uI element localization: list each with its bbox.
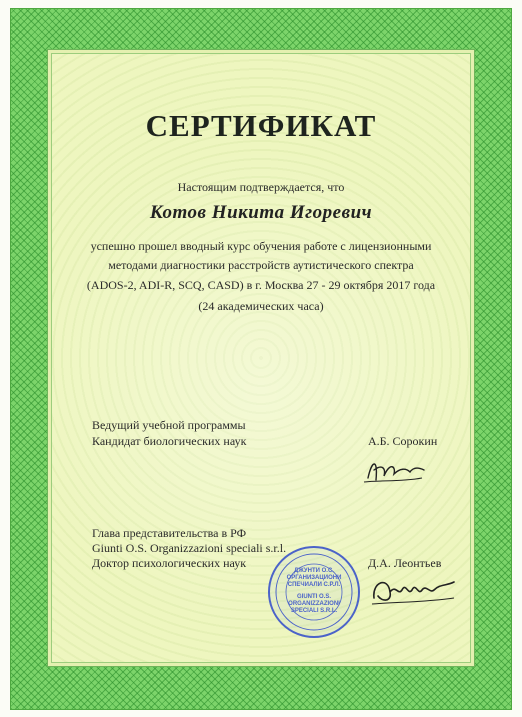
signatory2-role-2: Giunti O.S. Organizzazioni speciali s.r.l. [92,541,287,555]
stamp-line-5: ORGANIZZAZIONI [288,601,340,607]
course-line-1: успешно прошел вводный курс обучения работе с лицензионными [90,239,432,253]
stamp-line-4: GIUNTI O.S. [296,594,331,600]
stamp-line-1: ДЖУНТИ О.С. [294,568,334,574]
signature-2 [368,562,458,612]
certificate-border [10,8,512,710]
signatory1-role-1: Ведущий учебной программы [92,418,246,432]
organization-stamp [266,544,362,640]
signatory2-name: Д.А. Леонтьев [368,556,442,570]
stamp-line-3: СПЕЧИАЛИ С.Р.Л. [287,582,341,588]
course-line-2: методами диагностики расстройств аутистического спектра [108,258,414,272]
stamp-line-6: SPECIALI S.R.L. [290,608,338,614]
signatory2-role-3: Доктор психологических наук [92,556,247,570]
confirm-text: Настоящим подтверждается, что [177,180,345,194]
signatory1-role-2: Кандидат биологических наук [92,434,247,448]
signatory1-name: А.Б. Сорокин [368,434,438,448]
stamp-line-2: ОРГАНИЗАЦИОНИ [286,575,342,581]
signature-1 [360,450,430,490]
certificate-title: СЕРТИФИКАТ [145,108,377,143]
course-line-3: (ADOS-2, ADI-R, SCQ, CASD) в г. Москва 27 - 29 октября 2017 года [86,278,436,292]
recipient-name: Котов Никита Игоревич [149,202,373,223]
course-line-4: (24 академических часа) [198,299,324,313]
certificate-body [47,49,475,667]
stamp-circle-icon [266,544,362,640]
signatory2-role-1: Глава представительства в РФ [92,526,247,540]
